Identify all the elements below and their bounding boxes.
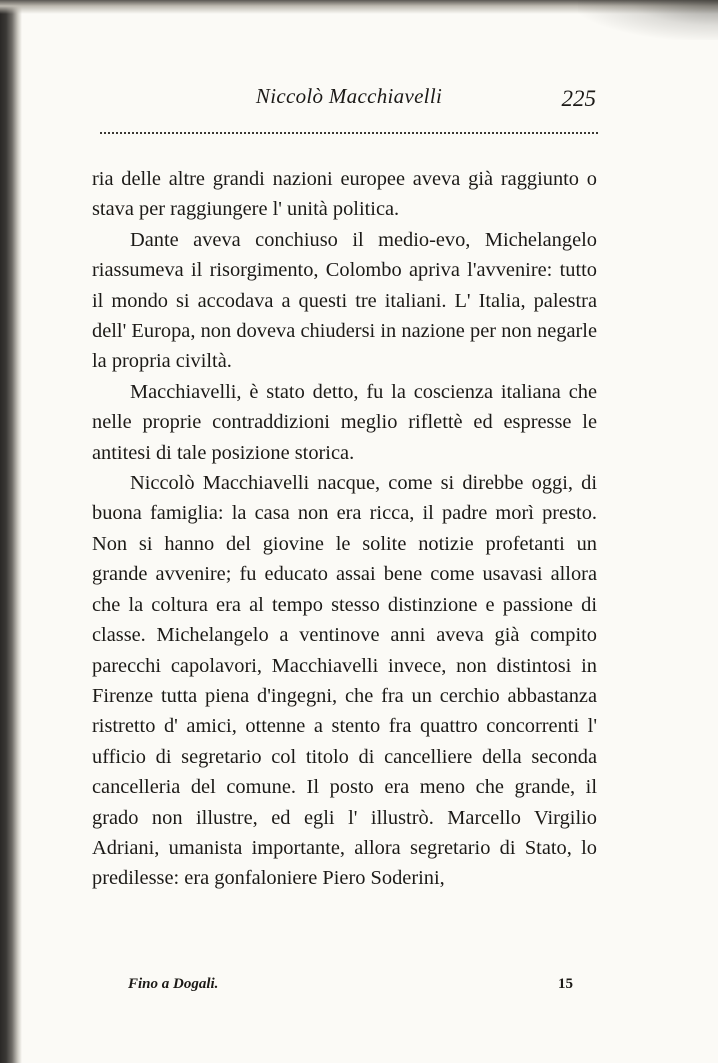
header-dotted-rule xyxy=(100,132,598,134)
signature-title: Fino a Dogali. xyxy=(128,976,219,992)
running-head-title: Niccolò Macchiavelli xyxy=(255,84,443,108)
scan-smudge xyxy=(578,0,718,40)
signature-line xyxy=(128,976,573,1000)
paragraph: Niccolò Macchiavelli nacque, come si direbbe oggi, di buona famiglia: la casa non era ricca, il padre morì presto. Non si hanno del giovine le solite notizie profetanti un grande avvenire; fu educato assai bene come usavasi allora che la coltura era al tempo stesso distinzione e passione di classe. Michelangelo a ventinove anni aveva già compito parecchi capolavori, Macchiavelli invece, non distintosi in Firenze tutta piena d'ingegni, che fra un cerchio abbastanza ristretto d' amici, ottenne a stento fra quattro concorrenti l' ufficio di segretario col titolo di cancelliere della seconda cancelleria del comune. Il posto era meno che grande, il grado non illustre, ed egli l' illustrò. Marcello Virgilio Adriani, umanista importante, allora segretario di Stato, lo predilesse: era gonfaloniere Piero Soderini, xyxy=(92,472,597,890)
paragraph: Dante aveva conchiuso il medio-evo, Michelangelo riassumeva il risorgimento, Colombo apriva l'avvenire: tutto il mondo si accodava a questi tre italiani. L' Italia, palestra dell' Europa, non doveva chiudersi in nazione per non negarle la propria civiltà. xyxy=(92,228,597,373)
paragraph: ria delle altre grandi nazioni europee aveva già raggiunto o stava per raggiungere l' unità politica. xyxy=(92,168,597,221)
running-head xyxy=(100,84,598,116)
signature-number: 15 xyxy=(558,976,573,992)
page-spine-shadow xyxy=(0,0,22,1063)
paragraph: Macchiavelli, è stato detto, fu la coscienza italiana che nelle proprie contraddizioni meglio riflettè ed espresse le antitesi di tale posizione storica. xyxy=(92,380,597,464)
page-number: 225 xyxy=(561,86,596,111)
body-text xyxy=(92,164,597,894)
